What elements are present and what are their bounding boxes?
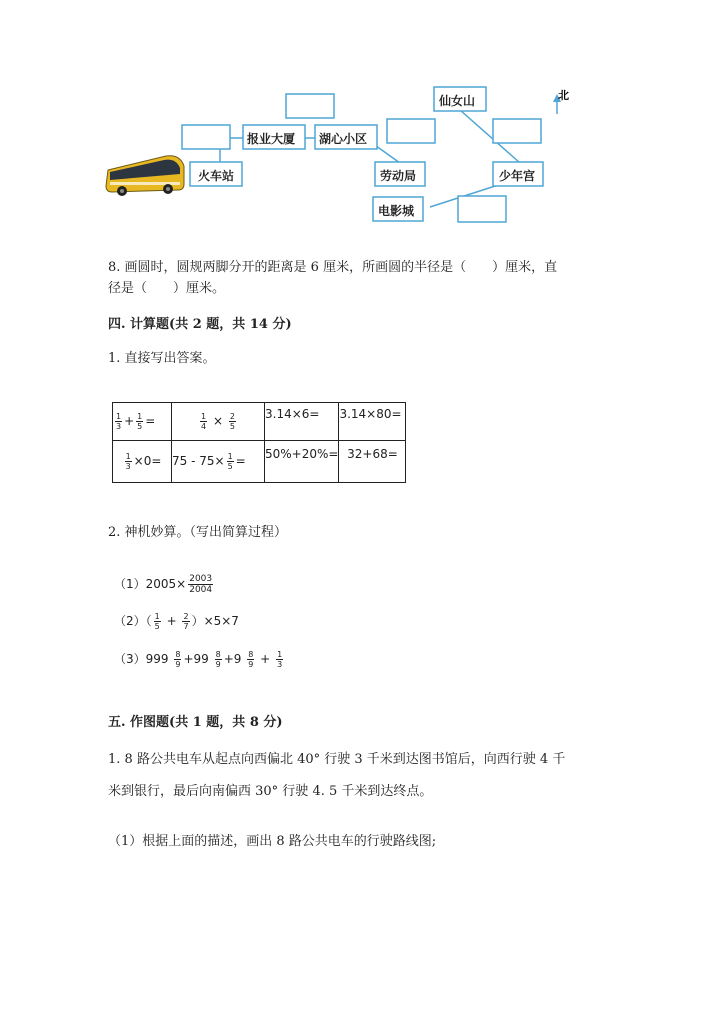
- place-baoye-building: 报业大厦: [247, 132, 296, 146]
- blank-box-4: [493, 119, 541, 143]
- north-label: 北: [558, 89, 569, 102]
- cell-r2c2: 75 - 75× $\frac{1}{5}$ =: [172, 441, 265, 483]
- blank-box-1: [286, 94, 334, 118]
- bus-icon: [106, 156, 184, 196]
- expression-2: （2）（ $\frac{1}{5}$ + $\frac{2}{7}$ ）×5×7: [114, 612, 239, 631]
- place-huxin-district: 湖心小区: [319, 132, 368, 146]
- cell-r2c4: 32+68=: [339, 441, 406, 483]
- expression-3: （3）999 $\frac{8}{9}$ +99 $\frac{8}{9}$ +9 $\frac{8}{9}$ + $\frac{1}{3}$: [114, 650, 283, 669]
- cell-r2c1: $\frac{1}{3}$ ×0=: [113, 441, 172, 483]
- cell-r2c3: 50%+20%=: [265, 441, 339, 483]
- section5-q1-line2: 米到银行，最后向南偏西 30° 行驶 4. 5 千米到达终点。: [108, 784, 433, 799]
- cell-r1c4: 3.14×80=: [339, 403, 406, 441]
- blank-box-3: [387, 119, 435, 143]
- place-fairy-mountain: 仙女山: [439, 94, 476, 108]
- q8-line2: 径是（ ）厘米。: [108, 281, 226, 296]
- blank-box-2: [182, 125, 230, 149]
- section4-q1: 1. 直接写出答案。: [108, 351, 216, 366]
- section5-title: 五. 作图题(共 1 题，共 8 分): [108, 715, 283, 730]
- section4-q2: 2. 神机妙算。（写出简算过程）: [108, 525, 288, 540]
- place-youth-palace: 少年宫: [499, 169, 536, 183]
- blank-box-5: [458, 196, 506, 222]
- route-map: [100, 80, 590, 230]
- section5-q1-line1: 1. 8 路公共电车从起点向西偏北 40° 行驶 3 千米到达图书馆后，向西行驶 4 千: [108, 752, 566, 767]
- cell-r1c2: $\frac{1}{4}$ × $\frac{2}{5}$: [172, 403, 265, 441]
- cell-r1c3: 3.14×6=: [265, 403, 339, 441]
- place-labor-bureau: 劳动局: [380, 169, 417, 183]
- section5-sub1: （1）根据上面的描述，画出 8 路公共电车的行驶路线图;: [108, 834, 437, 849]
- expression-1: （1）2005× $\frac{2003}{2004}$: [114, 574, 213, 595]
- place-train-station: 火车站: [198, 169, 235, 183]
- section4-title: 四. 计算题(共 2 题，共 14 分): [108, 317, 292, 332]
- place-cinema: 电影城: [378, 204, 415, 218]
- cell-r1c1: $\frac{1}{3}$ + $\frac{1}{5}$ =: [113, 403, 172, 441]
- q8-line1: 8. 画圆时，圆规两脚分开的距离是 6 厘米，所画圆的半径是（ ）厘米，直: [108, 260, 558, 275]
- mental-math-table: [112, 402, 406, 483]
